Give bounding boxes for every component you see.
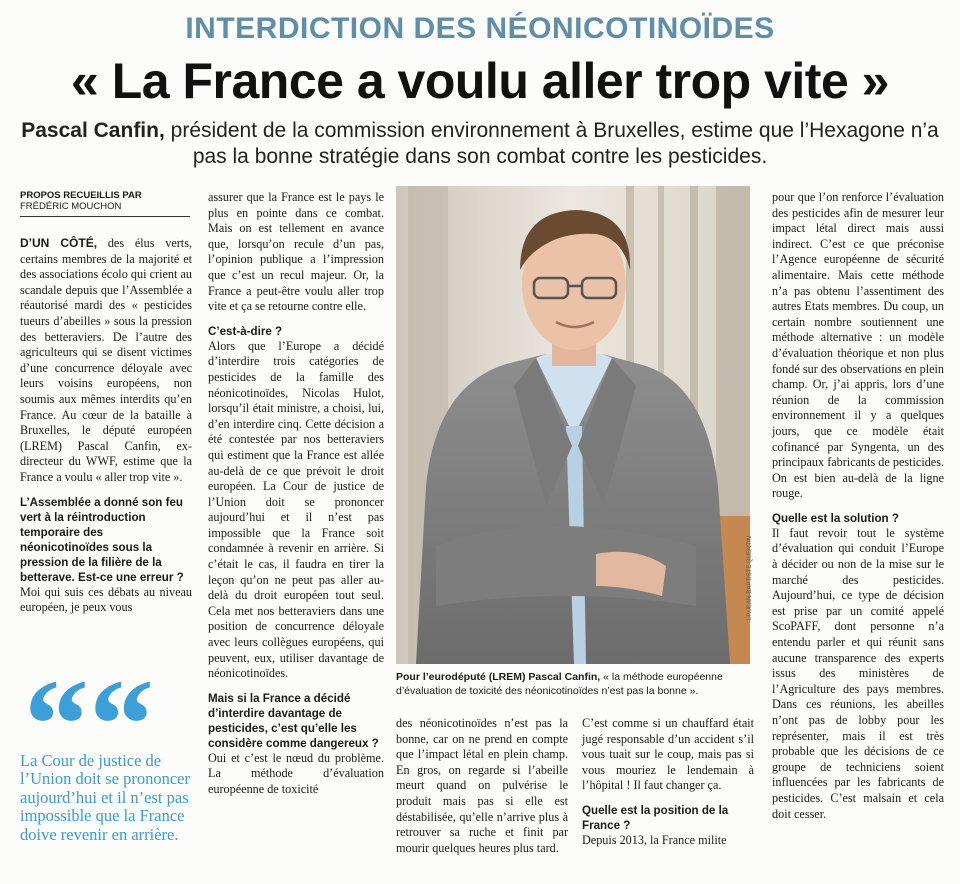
answer-1: Moi qui suis ces débats au niveau européen, je peux vous	[20, 584, 192, 615]
question-2: C’est-à-dire ?	[208, 324, 283, 338]
lead-caps: D’UN CÔTÉ,	[20, 236, 98, 250]
column-1	[20, 236, 192, 616]
answer-3: Oui et c’est le nœud du problème. La méthode d’évaluation européenne de toxicité	[208, 750, 384, 796]
portrait-photo	[396, 186, 750, 664]
answer-4: Depuis 2013, la France milite	[582, 832, 727, 847]
quote-marks-icon	[24, 680, 192, 750]
answer-5: Il faut revoir tout le système d’évaluation qui conduit l’Europe à décider ou non de la mise sur le marché des pesticides. Aujourd’hui, ce type de décision est prise par un comité appelé ScoPAFF, dont personne n’a entendu parler et qui réunit sans aucune transparence des experts issus des ministères de l’Agriculture des pays membres. Dans ces réunions, les abeilles n’ont pas de lobby pour les représenter, mais il est très probable que les décisions de ce groupe de techniciens soient influencées par les fabricants de pesticides. C’est malsain et cela doit cesser.	[772, 525, 944, 821]
pull-quote	[20, 680, 192, 844]
question-3: Mais si la France a décidé d’interdire davantage de pesticides, c’est qu’elle les considère comme dangereux ?	[208, 691, 379, 750]
pull-quote-text: La Cour de justice de l’Union doit se prononcer aujourd’hui et il n’est pas impossible que la France doive revenir en arrière.	[20, 751, 191, 844]
article-standfirst	[20, 118, 940, 170]
column-3	[396, 716, 568, 856]
standfirst-name: Pascal Canfin,	[21, 119, 165, 142]
paragraph: pour que l’on renforce l’évaluation des pesticides afin de mesurer leur impact létal direct mais aussi indirect. C’est ce que préconise l’Agence européenne de sécurité alimentaire. Mais cette méthode n’a pas obtenu l’assentiment des autres Etats membres. Du coup, un certain nombre soutiennent une méthode alternative : un modèle d’évaluation théorique et non plus fondé sur des observations en plein champ. Or, j’ai appris, lors d’une réunion de la commission environnement il y a quelques jours, que ce modèle était cofinancé par Syngenta, un des principaux fabricants de pesticides. On est bien au-delà de la ligne rouge.	[772, 190, 944, 501]
portrait-illustration	[396, 186, 750, 664]
intro-paragraph	[20, 236, 192, 486]
question-4: Quelle est la position de la France ?	[582, 803, 729, 832]
caption-bold: Pour l’eurodéputé (LREM) Pascal Canfin,	[396, 671, 601, 683]
photo-credit: LP/JEAN-BAPTISTE QUENTIN	[747, 535, 753, 620]
caption-text: « la méthode européenne d’évaluation de toxicité des néonicotinoïdes n’est pas la bonne ».	[396, 671, 723, 697]
standfirst-text: président de la commission environnement à Bruxelles, estime que l’Hexagone n’a pas la bonne stratégie dans son combat contre les pesticides.	[164, 119, 939, 168]
answer-2: Alors que l’Europe a décidé d’interdire trois catégories de pesticides de la famille des néonicotinoïdes, Nicolas Hulot, lorsqu’il était ministre, a choisi, lui, d’en interdire cinq. Cette décision a été contestée par nos betteraviers qui estiment que la France est allée au-delà de ce que prévoit le droit européen. La Cour de justice de l’Union doit se prononcer aujourd’hui et il n’est pas impossible que la France soit condamnée à revenir en arrière. Si c’était le cas, il faudra en tirer la leçon qu’on ne peut pas aller au-delà du droit européen tout seul. Cela met nos betteraviers dans une position de concurrence déloyale avec leurs collègues européens, qui peuvent, eux, utiliser davantage de néonicotinoïdes.	[208, 338, 384, 681]
paragraph: des néonicotinoïdes n’est pas la bonne, car on ne prend en compte que l’impact létal en plein champ. En gros, on regarde si l’abeille meurt quand on pulvérise le produit mais pas si elle est déstabilisée, qu’elle n’arrive plus à retrouver sa ruche et finit par mourir quelques heures plus tard.	[396, 716, 568, 855]
paragraph: assurer que la France est le pays le plus en pointe dans ce combat. Mais on est tellement en avance que, lorsqu’on recule d’un pas, l’opinion publique a l’impression que c’est un recul majeur. Or, la France a peut-être voulu aller trop vite et ça se retourne contre elle.	[208, 190, 384, 314]
column-4	[582, 716, 754, 849]
byline	[20, 190, 190, 217]
byline-author: FRÉDÉRIC MOUCHON	[20, 201, 122, 212]
question-1: L’Assemblée a donné son feu vert à la réintroduction temporaire des néonicotinoïdes sous la pression de la filière de la betterave. Est-ce une erreur ?	[20, 495, 184, 584]
byline-label: PROPOS RECUEILLIS PAR	[20, 190, 142, 201]
article-kicker: INTERDICTION DES NÉONICOTINOÏDES	[185, 12, 775, 45]
column-5	[772, 190, 944, 822]
column-2	[208, 190, 384, 798]
photo-caption	[396, 670, 756, 698]
paragraph: C’est comme si un chauffard était jugé responsable d’un accident s’il vous tuait sur le coup, mais pas si vous mouriez le lendemain à l’hôpital ! Il faut changer ça.	[582, 716, 754, 793]
intro-text: des élus verts, certains membres de la majorité et des associations écolo qui crient au scandale depuis que l’Assemblée a réautorisé mardi des « pesticides tueurs d’abeilles » sous la pression des betteraviers. De l’autre des agriculteurs qui se disent victimes d’une concurrence déloyale avec leurs voisins européens, non soumis aux mêmes interdits qu’en France. Au cœur de la bataille à Bruxelles, le député européen (LREM) Pascal Canfin, ex-directeur du WWF, estime que la France a voulu « aller trop vite ».	[20, 236, 192, 484]
article-headline: « La France a voulu aller trop vite »	[71, 53, 889, 109]
question-5: Quelle est la solution ?	[772, 511, 899, 525]
